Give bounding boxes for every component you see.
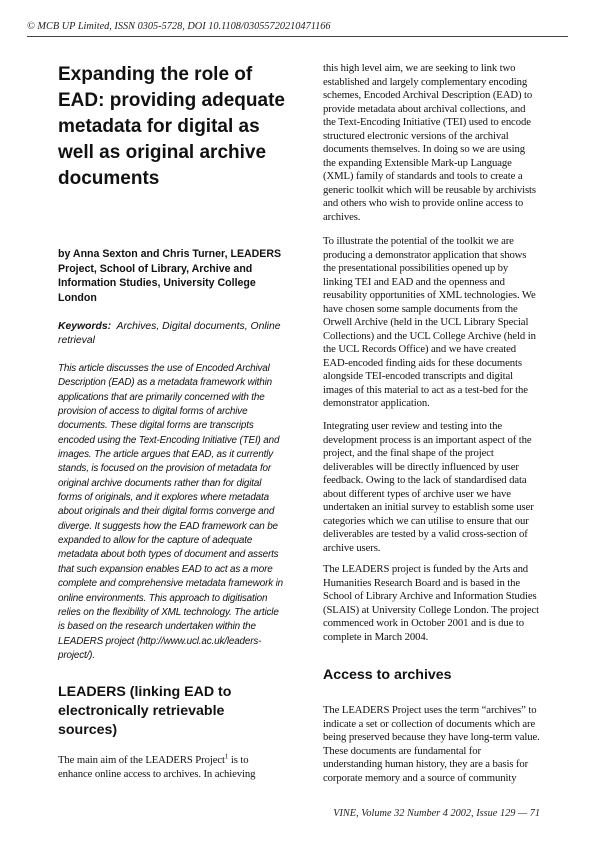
body-paragraph-access: The LEADERS Project uses the term “archives” to indicate a set or collection of documents which are being preserved because they have long-term value. These documents are fundamental for understanding human history, they are a basis for corporate memory and a source of community	[323, 704, 540, 784]
running-footer: VINE, Volume 32 Number 4 2002, Issue 129 — 71	[333, 808, 540, 819]
header-rule	[27, 36, 568, 37]
leaders-paragraph-start: The main aim of the LEADERS Project	[58, 754, 225, 766]
leaders-paragraph	[58, 754, 284, 781]
running-header: © MCB UP Limited, ISSN 0305-5728, DOI 10.1108/03055720210471166	[27, 21, 331, 32]
keywords-label: Keywords:	[58, 321, 112, 332]
section-heading-access: Access to archives	[323, 667, 452, 683]
body-paragraph-linking: this high level aim, we are seeking to link two established and largely complementary encoding schemes, Encoded Archival Description (EAD) to provide metadata about archival collections, and the Text-Encoding Initiative (TEI) used to encode structured electronic versions of the archival documents themselves. In doing so we are using the expanding Extensible Mark-up Language (XML) family of standards and tools to create a generic toolkit which will be reusable by archivists and others who wish to provide online access to archives.	[323, 62, 536, 223]
keywords	[58, 320, 284, 349]
body-paragraph-user-review: Integrating user review and testing into the development process is an important aspect of the project, and the final shape of the project deliverables will be directly influenced by user feedback. Owing to the lack of standardised data about different types of archive user we have undertaken an initial survey to establish some user categories which we can utilise to ensure that our deliverables are tested by a valid cross-section of archive users.	[323, 420, 534, 554]
article-title: Expanding the role of EAD: providing adequate metadata for digital as well as original archive documents	[58, 64, 285, 189]
body-paragraph-funding: The LEADERS project is funded by the Arts and Humanities Research Board and is based in the School of Library Archive and Information Studies (SLAIS) at University College London. The project commenced work in October 2001 and is due to complete in March 2004.	[323, 563, 540, 643]
keywords-list: Archives, Digital documents, Online retrieval	[58, 321, 281, 347]
leaders-paragraph-end: is to enhance online access to archives. In achieving	[58, 754, 256, 780]
article-abstract: This article discusses the use of Encoded Archival Description (EAD) as a metadata framework within applications that are primarily concerned with the provision of access to digital forms of archive documents. These digital forms are transcripts encoded using the Text-Encoding Initiative (TEI) and images. The article argues that EAD, as it currently stands, is focused on the provision of metadata for original archive documents rather than for digital forms of originals, and it explores where metadata about originals and their digital forms converge and diverge. It suggests how the EAD framework can be expanded to allow for the capture of adequate metadata about both types of document and asserts that such expansion enables EAD to act as a more complete and comprehensive metadata framework in online environments. This approach to digitisation relies on the flexibility of XML technology. The article is based on the research undertaken within the LEADERS project (http://www.ucl.ac.uk/leaders-project/).	[58, 363, 283, 661]
section-heading-leaders: LEADERS (linking EAD to electronically retrievable sources)	[58, 684, 232, 738]
footnote-marker: 1	[224, 752, 229, 761]
body-paragraph-toolkit: To illustrate the potential of the toolkit we are producing a demonstrator application that shows the presentational possibilities opened up by linking TEI and EAD and the openness and reusability opportunities of XML technologies. We have chosen some sample documents from the Orwell Archive (held in the UCL Library Special Collections) and the UCL College Archive (held in the UCL Records Office) and we have created EAD-encoded finding aids for these documents alongside TEI-encoded transcripts and digital images of this material to act as a test-bed for the demonstrator application.	[323, 235, 536, 409]
article-authors: by Anna Sexton and Chris Turner, LEADERS Project, School of Library, Archive and Information Studies, University College London	[58, 248, 282, 304]
